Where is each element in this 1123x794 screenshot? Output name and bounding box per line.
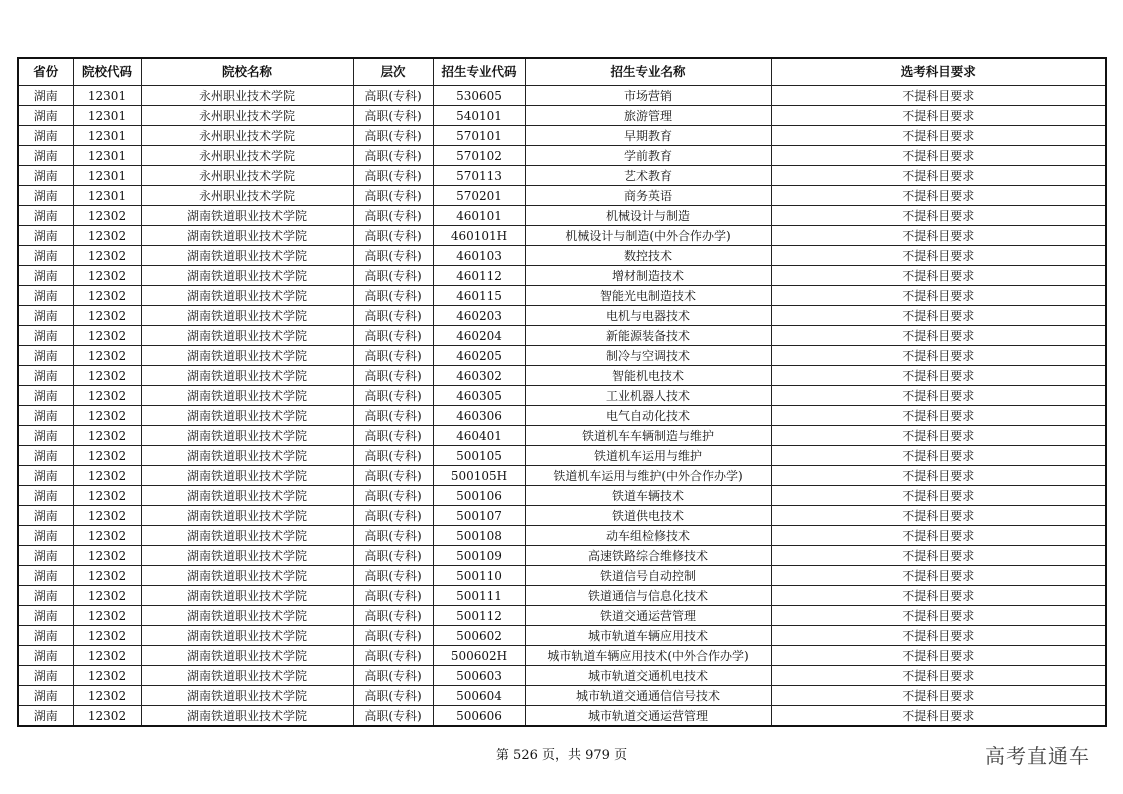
table-row — [18, 526, 1106, 546]
province-cell: 湖南 — [18, 126, 73, 146]
major-code-cell: 460204 — [433, 326, 525, 346]
table-row — [18, 386, 1106, 406]
major-code-cell: 460103 — [433, 246, 525, 266]
school-name-cell: 永州职业技术学院 — [141, 86, 353, 106]
major-code-cell: 500105 — [433, 446, 525, 466]
table-header-row — [18, 58, 1106, 86]
major-code-cell: 500602H — [433, 646, 525, 666]
level-cell: 高职(专科) — [353, 566, 433, 586]
school-code-cell: 12302 — [73, 246, 141, 266]
province-cell: 湖南 — [18, 386, 73, 406]
major-name-cell: 智能机电技术 — [525, 366, 771, 386]
subject-requirement-cell: 不提科目要求 — [771, 606, 1106, 626]
subject-requirement-cell: 不提科目要求 — [771, 146, 1106, 166]
table-body — [18, 86, 1106, 727]
major-name-cell: 市场营销 — [525, 86, 771, 106]
major-code-cell: 500602 — [433, 626, 525, 646]
school-name-cell: 湖南铁道职业技术学院 — [141, 346, 353, 366]
province-cell: 湖南 — [18, 206, 73, 226]
major-name-cell: 增材制造技术 — [525, 266, 771, 286]
major-name-cell: 旅游管理 — [525, 106, 771, 126]
school-name-cell: 湖南铁道职业技术学院 — [141, 386, 353, 406]
admission-table — [17, 57, 1107, 727]
table-row — [18, 246, 1106, 266]
table-row — [18, 126, 1106, 146]
major-code-cell: 500603 — [433, 666, 525, 686]
school-name-cell: 湖南铁道职业技术学院 — [141, 306, 353, 326]
subject-requirement-cell: 不提科目要求 — [771, 246, 1106, 266]
school-name-cell: 湖南铁道职业技术学院 — [141, 546, 353, 566]
subject-requirement-cell: 不提科目要求 — [771, 686, 1106, 706]
subject-requirement-cell: 不提科目要求 — [771, 486, 1106, 506]
province-cell: 湖南 — [18, 586, 73, 606]
school-name-cell: 湖南铁道职业技术学院 — [141, 686, 353, 706]
school-name-cell: 湖南铁道职业技术学院 — [141, 586, 353, 606]
school-name-cell: 湖南铁道职业技术学院 — [141, 266, 353, 286]
subject-requirement-cell: 不提科目要求 — [771, 566, 1106, 586]
province-cell: 湖南 — [18, 486, 73, 506]
level-cell: 高职(专科) — [353, 126, 433, 146]
province-cell: 湖南 — [18, 546, 73, 566]
level-cell: 高职(专科) — [353, 86, 433, 106]
school-name-cell: 永州职业技术学院 — [141, 186, 353, 206]
school-name-cell: 湖南铁道职业技术学院 — [141, 626, 353, 646]
subject-requirement-cell: 不提科目要求 — [771, 386, 1106, 406]
major-code-cell: 500606 — [433, 706, 525, 727]
province-cell: 湖南 — [18, 566, 73, 586]
school-name-cell: 湖南铁道职业技术学院 — [141, 366, 353, 386]
level-cell: 高职(专科) — [353, 306, 433, 326]
subject-requirement-cell: 不提科目要求 — [771, 666, 1106, 686]
school-code-cell: 12302 — [73, 426, 141, 446]
school-code-cell: 12301 — [73, 106, 141, 126]
level-cell: 高职(专科) — [353, 406, 433, 426]
table-row — [18, 626, 1106, 646]
major-code-cell: 460302 — [433, 366, 525, 386]
province-cell: 湖南 — [18, 606, 73, 626]
major-name-cell: 城市轨道车辆应用技术(中外合作办学) — [525, 646, 771, 666]
school-name-cell: 湖南铁道职业技术学院 — [141, 446, 353, 466]
school-code-cell: 12301 — [73, 186, 141, 206]
major-name-cell: 机械设计与制造(中外合作办学) — [525, 226, 771, 246]
major-name-cell: 数控技术 — [525, 246, 771, 266]
school-name-cell: 湖南铁道职业技术学院 — [141, 246, 353, 266]
header-province: 省份 — [18, 58, 73, 86]
subject-requirement-cell: 不提科目要求 — [771, 126, 1106, 146]
level-cell: 高职(专科) — [353, 106, 433, 126]
header-school-code: 院校代码 — [73, 58, 141, 86]
major-name-cell: 铁道供电技术 — [525, 506, 771, 526]
major-name-cell: 学前教育 — [525, 146, 771, 166]
school-code-cell: 12302 — [73, 666, 141, 686]
school-code-cell: 12302 — [73, 206, 141, 226]
province-cell: 湖南 — [18, 186, 73, 206]
school-code-cell: 12302 — [73, 686, 141, 706]
major-name-cell: 电机与电器技术 — [525, 306, 771, 326]
table-row — [18, 586, 1106, 606]
table-row — [18, 206, 1106, 226]
province-cell: 湖南 — [18, 106, 73, 126]
province-cell: 湖南 — [18, 666, 73, 686]
major-code-cell: 570201 — [433, 186, 525, 206]
school-name-cell: 永州职业技术学院 — [141, 126, 353, 146]
level-cell: 高职(专科) — [353, 266, 433, 286]
table-row — [18, 686, 1106, 706]
level-cell: 高职(专科) — [353, 666, 433, 686]
major-name-cell: 新能源装备技术 — [525, 326, 771, 346]
level-cell: 高职(专科) — [353, 246, 433, 266]
major-code-cell: 460305 — [433, 386, 525, 406]
school-code-cell: 12302 — [73, 706, 141, 727]
subject-requirement-cell: 不提科目要求 — [771, 626, 1106, 646]
level-cell: 高职(专科) — [353, 386, 433, 406]
table-row — [18, 646, 1106, 666]
major-name-cell: 城市轨道交通通信信号技术 — [525, 686, 771, 706]
table-row — [18, 286, 1106, 306]
subject-requirement-cell: 不提科目要求 — [771, 306, 1106, 326]
school-code-cell: 12302 — [73, 466, 141, 486]
school-name-cell: 湖南铁道职业技术学院 — [141, 666, 353, 686]
province-cell: 湖南 — [18, 526, 73, 546]
major-code-cell: 460401 — [433, 426, 525, 446]
table-row — [18, 546, 1106, 566]
school-code-cell: 12302 — [73, 386, 141, 406]
province-cell: 湖南 — [18, 86, 73, 106]
major-code-cell: 500111 — [433, 586, 525, 606]
subject-requirement-cell: 不提科目要求 — [771, 286, 1106, 306]
province-cell: 湖南 — [18, 266, 73, 286]
province-cell: 湖南 — [18, 366, 73, 386]
school-name-cell: 湖南铁道职业技术学院 — [141, 646, 353, 666]
subject-requirement-cell: 不提科目要求 — [771, 186, 1106, 206]
major-name-cell: 铁道机车运用与维护(中外合作办学) — [525, 466, 771, 486]
major-code-cell: 500604 — [433, 686, 525, 706]
table-row — [18, 366, 1106, 386]
subject-requirement-cell: 不提科目要求 — [771, 266, 1106, 286]
level-cell: 高职(专科) — [353, 486, 433, 506]
table-row — [18, 306, 1106, 326]
table-row — [18, 446, 1106, 466]
subject-requirement-cell: 不提科目要求 — [771, 526, 1106, 546]
level-cell: 高职(专科) — [353, 146, 433, 166]
school-name-cell: 湖南铁道职业技术学院 — [141, 706, 353, 727]
header-major-name: 招生专业名称 — [525, 58, 771, 86]
school-code-cell: 12301 — [73, 166, 141, 186]
table-row — [18, 606, 1106, 626]
table-row — [18, 406, 1106, 426]
major-code-cell: 500105H — [433, 466, 525, 486]
province-cell: 湖南 — [18, 346, 73, 366]
school-code-cell: 12302 — [73, 446, 141, 466]
school-name-cell: 湖南铁道职业技术学院 — [141, 526, 353, 546]
school-code-cell: 12302 — [73, 366, 141, 386]
subject-requirement-cell: 不提科目要求 — [771, 586, 1106, 606]
major-code-cell: 540101 — [433, 106, 525, 126]
level-cell: 高职(专科) — [353, 706, 433, 727]
school-code-cell: 12302 — [73, 526, 141, 546]
province-cell: 湖南 — [18, 286, 73, 306]
table-row — [18, 186, 1106, 206]
subject-requirement-cell: 不提科目要求 — [771, 406, 1106, 426]
school-code-cell: 12302 — [73, 266, 141, 286]
major-name-cell: 电气自动化技术 — [525, 406, 771, 426]
school-code-cell: 12302 — [73, 226, 141, 246]
school-name-cell: 永州职业技术学院 — [141, 166, 353, 186]
school-name-cell: 永州职业技术学院 — [141, 106, 353, 126]
level-cell: 高职(专科) — [353, 166, 433, 186]
major-name-cell: 城市轨道交通运营管理 — [525, 706, 771, 727]
major-code-cell: 460203 — [433, 306, 525, 326]
school-code-cell: 12301 — [73, 86, 141, 106]
major-name-cell: 铁道车辆技术 — [525, 486, 771, 506]
province-cell: 湖南 — [18, 166, 73, 186]
level-cell: 高职(专科) — [353, 526, 433, 546]
school-code-cell: 12302 — [73, 566, 141, 586]
major-code-cell: 500112 — [433, 606, 525, 626]
major-name-cell: 艺术教育 — [525, 166, 771, 186]
school-name-cell: 湖南铁道职业技术学院 — [141, 466, 353, 486]
table-row — [18, 266, 1106, 286]
level-cell: 高职(专科) — [353, 206, 433, 226]
table-row — [18, 666, 1106, 686]
level-cell: 高职(专科) — [353, 606, 433, 626]
major-name-cell: 铁道通信与信息化技术 — [525, 586, 771, 606]
province-cell: 湖南 — [18, 706, 73, 727]
subject-requirement-cell: 不提科目要求 — [771, 466, 1106, 486]
school-name-cell: 湖南铁道职业技术学院 — [141, 566, 353, 586]
table-row — [18, 106, 1106, 126]
table-row — [18, 426, 1106, 446]
province-cell: 湖南 — [18, 146, 73, 166]
major-name-cell: 早期教育 — [525, 126, 771, 146]
province-cell: 湖南 — [18, 646, 73, 666]
subject-requirement-cell: 不提科目要求 — [771, 366, 1106, 386]
school-code-cell: 12302 — [73, 546, 141, 566]
school-name-cell: 永州职业技术学院 — [141, 146, 353, 166]
header-subject-requirement: 选考科目要求 — [771, 58, 1106, 86]
school-name-cell: 湖南铁道职业技术学院 — [141, 486, 353, 506]
major-name-cell: 铁道机车车辆制造与维护 — [525, 426, 771, 446]
major-code-cell: 460306 — [433, 406, 525, 426]
level-cell: 高职(专科) — [353, 426, 433, 446]
subject-requirement-cell: 不提科目要求 — [771, 446, 1106, 466]
province-cell: 湖南 — [18, 226, 73, 246]
school-code-cell: 12302 — [73, 486, 141, 506]
school-name-cell: 湖南铁道职业技术学院 — [141, 226, 353, 246]
table-row — [18, 346, 1106, 366]
school-name-cell: 湖南铁道职业技术学院 — [141, 606, 353, 626]
major-code-cell: 460101H — [433, 226, 525, 246]
table-row — [18, 226, 1106, 246]
school-code-cell: 12302 — [73, 506, 141, 526]
school-code-cell: 12302 — [73, 346, 141, 366]
school-code-cell: 12302 — [73, 646, 141, 666]
province-cell: 湖南 — [18, 446, 73, 466]
major-code-cell: 500106 — [433, 486, 525, 506]
header-major-code: 招生专业代码 — [433, 58, 525, 86]
level-cell: 高职(专科) — [353, 446, 433, 466]
school-code-cell: 12302 — [73, 586, 141, 606]
school-name-cell: 湖南铁道职业技术学院 — [141, 506, 353, 526]
major-name-cell: 机械设计与制造 — [525, 206, 771, 226]
province-cell: 湖南 — [18, 426, 73, 446]
major-name-cell: 城市轨道车辆应用技术 — [525, 626, 771, 646]
subject-requirement-cell: 不提科目要求 — [771, 226, 1106, 246]
major-name-cell: 商务英语 — [525, 186, 771, 206]
school-code-cell: 12302 — [73, 406, 141, 426]
header-school-name: 院校名称 — [141, 58, 353, 86]
school-name-cell: 湖南铁道职业技术学院 — [141, 286, 353, 306]
school-name-cell: 湖南铁道职业技术学院 — [141, 426, 353, 446]
school-name-cell: 湖南铁道职业技术学院 — [141, 406, 353, 426]
subject-requirement-cell: 不提科目要求 — [771, 106, 1106, 126]
major-code-cell: 570113 — [433, 166, 525, 186]
major-code-cell: 500110 — [433, 566, 525, 586]
school-name-cell: 湖南铁道职业技术学院 — [141, 326, 353, 346]
major-name-cell: 铁道机车运用与维护 — [525, 446, 771, 466]
table-row — [18, 506, 1106, 526]
level-cell: 高职(专科) — [353, 686, 433, 706]
major-code-cell: 460101 — [433, 206, 525, 226]
level-cell: 高职(专科) — [353, 466, 433, 486]
province-cell: 湖南 — [18, 246, 73, 266]
table-row — [18, 486, 1106, 506]
school-code-cell: 12301 — [73, 126, 141, 146]
table-row — [18, 146, 1106, 166]
table-row — [18, 166, 1106, 186]
school-code-cell: 12302 — [73, 626, 141, 646]
major-code-cell: 500107 — [433, 506, 525, 526]
subject-requirement-cell: 不提科目要求 — [771, 86, 1106, 106]
school-code-cell: 12301 — [73, 146, 141, 166]
major-code-cell: 570101 — [433, 126, 525, 146]
province-cell: 湖南 — [18, 506, 73, 526]
major-code-cell: 530605 — [433, 86, 525, 106]
level-cell: 高职(专科) — [353, 286, 433, 306]
level-cell: 高职(专科) — [353, 186, 433, 206]
table-row — [18, 86, 1106, 106]
subject-requirement-cell: 不提科目要求 — [771, 166, 1106, 186]
level-cell: 高职(专科) — [353, 326, 433, 346]
level-cell: 高职(专科) — [353, 366, 433, 386]
level-cell: 高职(专科) — [353, 646, 433, 666]
school-code-cell: 12302 — [73, 326, 141, 346]
major-code-cell: 460115 — [433, 286, 525, 306]
province-cell: 湖南 — [18, 626, 73, 646]
school-code-cell: 12302 — [73, 606, 141, 626]
major-name-cell: 制冷与空调技术 — [525, 346, 771, 366]
major-name-cell: 城市轨道交通机电技术 — [525, 666, 771, 686]
subject-requirement-cell: 不提科目要求 — [771, 346, 1106, 366]
major-name-cell: 工业机器人技术 — [525, 386, 771, 406]
province-cell: 湖南 — [18, 306, 73, 326]
level-cell: 高职(专科) — [353, 546, 433, 566]
major-code-cell: 460112 — [433, 266, 525, 286]
major-name-cell: 智能光电制造技术 — [525, 286, 771, 306]
major-code-cell: 500108 — [433, 526, 525, 546]
level-cell: 高职(专科) — [353, 506, 433, 526]
subject-requirement-cell: 不提科目要求 — [771, 506, 1106, 526]
province-cell: 湖南 — [18, 406, 73, 426]
page-number: 第 526 页，共 979 页 — [495, 748, 628, 763]
table-row — [18, 566, 1106, 586]
level-cell: 高职(专科) — [353, 586, 433, 606]
school-name-cell: 湖南铁道职业技术学院 — [141, 206, 353, 226]
major-code-cell: 460205 — [433, 346, 525, 366]
level-cell: 高职(专科) — [353, 626, 433, 646]
province-cell: 湖南 — [18, 326, 73, 346]
province-cell: 湖南 — [18, 686, 73, 706]
subject-requirement-cell: 不提科目要求 — [771, 326, 1106, 346]
subject-requirement-cell: 不提科目要求 — [771, 546, 1106, 566]
subject-requirement-cell: 不提科目要求 — [771, 426, 1106, 446]
table-row — [18, 466, 1106, 486]
school-code-cell: 12302 — [73, 306, 141, 326]
subject-requirement-cell: 不提科目要求 — [771, 206, 1106, 226]
major-name-cell: 动车组检修技术 — [525, 526, 771, 546]
subject-requirement-cell: 不提科目要求 — [771, 706, 1106, 727]
watermark-logo-text: 高考直通车 — [985, 744, 1090, 768]
major-code-cell: 570102 — [433, 146, 525, 166]
table-row — [18, 706, 1106, 727]
major-name-cell: 铁道信号自动控制 — [525, 566, 771, 586]
major-name-cell: 铁道交通运营管理 — [525, 606, 771, 626]
major-name-cell: 高速铁路综合维修技术 — [525, 546, 771, 566]
subject-requirement-cell: 不提科目要求 — [771, 646, 1106, 666]
level-cell: 高职(专科) — [353, 346, 433, 366]
province-cell: 湖南 — [18, 466, 73, 486]
level-cell: 高职(专科) — [353, 226, 433, 246]
major-code-cell: 500109 — [433, 546, 525, 566]
header-level: 层次 — [353, 58, 433, 86]
table-row — [18, 326, 1106, 346]
school-code-cell: 12302 — [73, 286, 141, 306]
